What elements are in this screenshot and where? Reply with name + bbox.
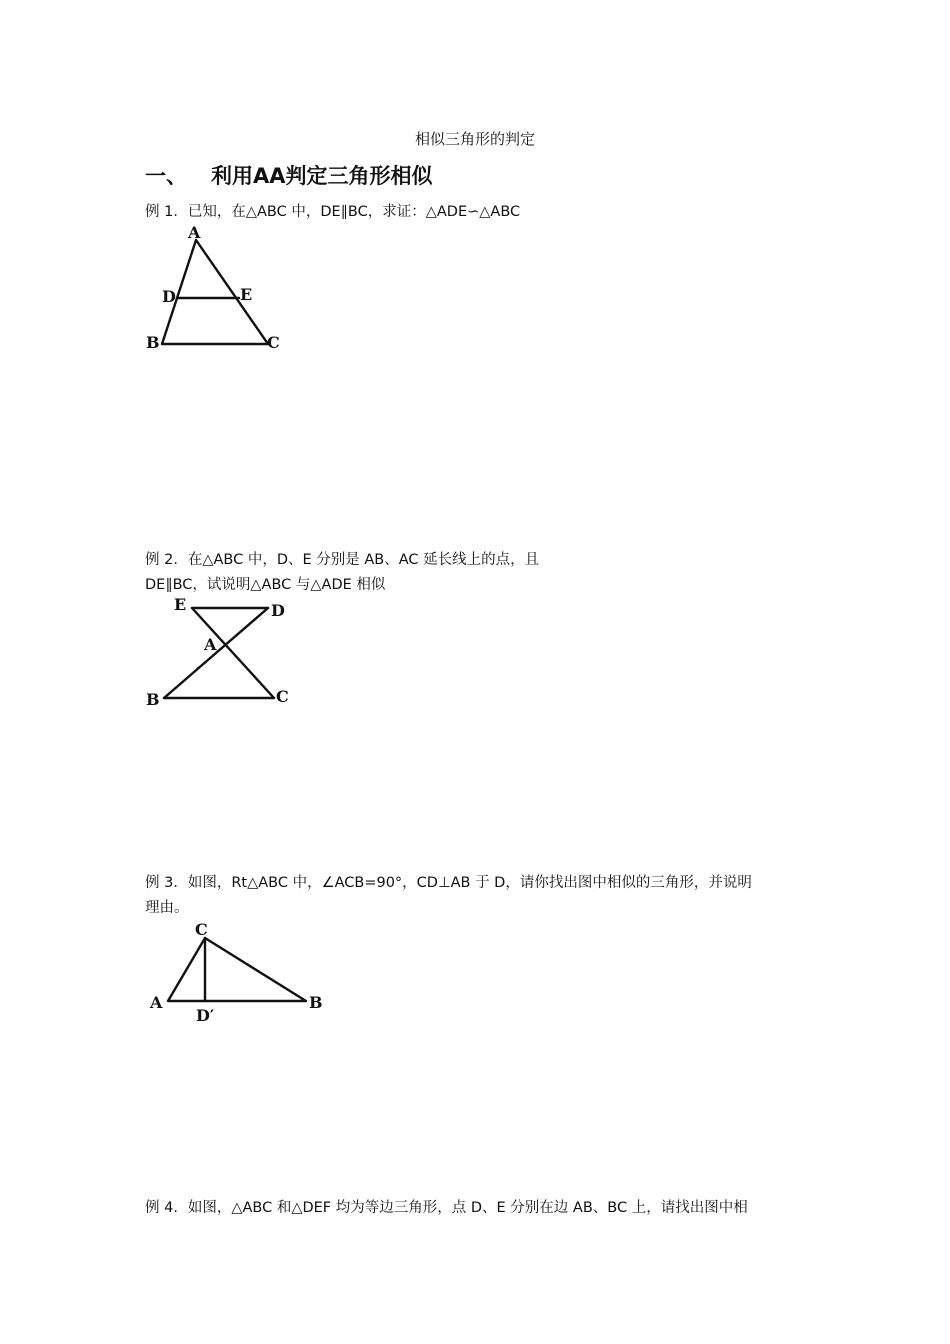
example-2-figure <box>140 594 300 714</box>
section-heading <box>145 160 433 190</box>
document-title: 相似三角形的判定 <box>414 130 535 148</box>
label-d: D <box>271 601 285 620</box>
label-b: B <box>146 333 160 352</box>
label-c: C <box>267 333 280 352</box>
label-e: E <box>240 285 253 304</box>
label-a: A <box>188 223 201 242</box>
label-c: C <box>276 687 289 706</box>
example-4-text: 例 4．如图，△ABC 和△DEF 均为等边三角形，点 D、E 分别在边 AB、BC 上，请找出图中相 <box>145 1200 748 1216</box>
example-3-line-2: 理由。 <box>145 900 189 916</box>
label-e: E <box>174 595 187 614</box>
label-d: D′ <box>196 1006 215 1025</box>
example-3-text <box>145 871 810 921</box>
section-title: 利用AA判定三角形相似 <box>211 164 433 188</box>
label-b: B <box>146 690 160 709</box>
example-2-text <box>145 548 810 598</box>
example-2-line-1: 例 2．在△ABC 中，D、E 分别是 AB、AC 延长线上的点，且 <box>145 552 540 568</box>
label-a: A <box>150 993 163 1012</box>
triangle-acb <box>168 938 306 1001</box>
example-3-figure <box>140 918 335 1028</box>
label-a: A <box>204 635 217 654</box>
label-b: B <box>309 993 323 1012</box>
example-1-text: 例 1．已知，在△ABC 中，DE∥BC，求证：△ADE∽△ABC <box>145 204 521 220</box>
label-d: D <box>162 287 176 306</box>
example-3-line-1: 例 3．如图，Rt△ABC 中，∠ACB=90°，CD⊥AB 于 D，请你找出图中相似的三角形，并说明 <box>145 875 752 891</box>
example-1-figure <box>140 222 290 357</box>
example-2-line-2: DE∥BC，试说明△ABC 与△ADE 相似 <box>145 577 386 593</box>
section-number: 一、 <box>145 164 187 188</box>
label-c: C <box>195 920 208 939</box>
